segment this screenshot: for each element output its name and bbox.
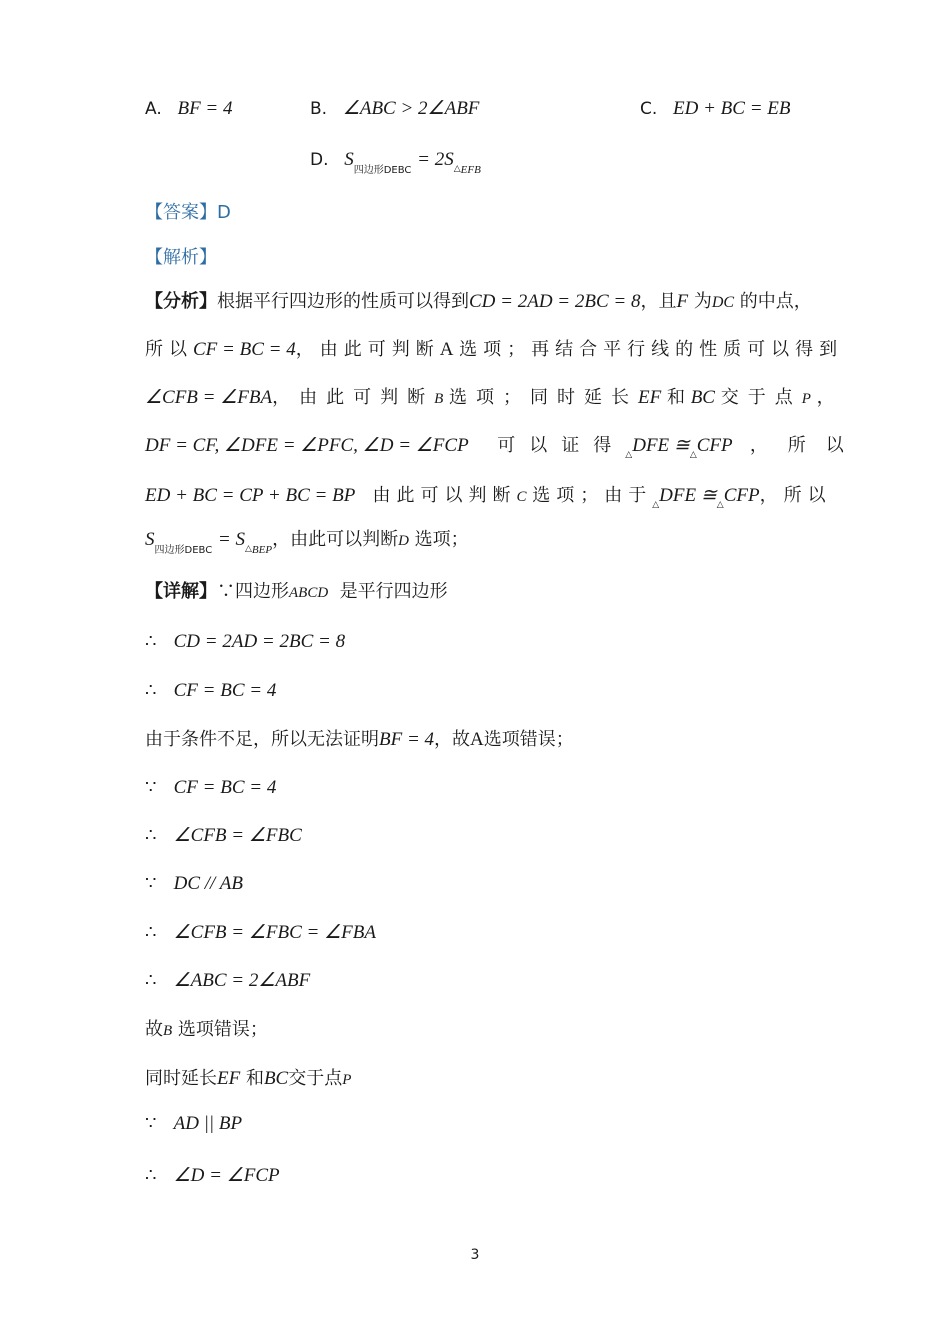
text: 选项错误； <box>177 1019 268 1040</box>
text: 选项；再结合平行线的性质可以得到 <box>459 339 844 360</box>
triangle: △ <box>716 500 724 510</box>
text: ，故 <box>434 729 471 750</box>
math: EF <box>638 387 662 408</box>
math: D <box>398 533 409 549</box>
text: 可以证得 <box>497 435 626 456</box>
symbol: ∴ <box>145 631 157 652</box>
fenxi-line-2 <box>145 338 843 362</box>
text: ∵四边形 <box>217 581 289 602</box>
math: F <box>676 291 689 312</box>
text: 的中点， <box>739 291 812 312</box>
math: S <box>145 529 155 550</box>
text: 和 <box>245 1068 264 1089</box>
symbol: ∵ <box>145 777 157 798</box>
option-b-label: B. <box>310 99 328 119</box>
text: 所以 <box>145 339 193 360</box>
text: 选项； <box>414 529 469 550</box>
math: CF = BC = 4 <box>193 339 296 360</box>
text: 选项错误； <box>483 729 574 750</box>
detail-b-line <box>145 1018 268 1043</box>
text: 选项；由于 <box>532 485 653 506</box>
math: P <box>801 391 811 407</box>
text: ，且 <box>640 291 677 312</box>
answer-line <box>145 201 231 225</box>
math: DC <box>711 294 735 311</box>
answer-value: D <box>217 202 231 223</box>
text: 选项；同时延长 <box>449 387 638 408</box>
math: EF <box>217 1068 241 1089</box>
math: DFE ≅ <box>659 485 717 506</box>
text: ，所以 <box>749 435 864 456</box>
text: 为 <box>693 291 712 312</box>
math: ABCD <box>289 585 329 601</box>
step-row <box>145 630 345 654</box>
math: BC <box>263 1068 289 1089</box>
step-row <box>145 1164 280 1188</box>
math: DFE ≅ <box>632 435 690 456</box>
step-row <box>145 969 310 993</box>
math: CD = 2AD = 2BC = 8 <box>469 291 641 312</box>
option-d-sub1: 四边形DEBC <box>353 165 412 176</box>
math: ∠CFB = ∠FBC = ∠FBA <box>173 922 376 943</box>
detail-line-1 <box>145 580 448 605</box>
text: ， <box>816 387 835 408</box>
detail-tag: 【详解】 <box>145 581 217 602</box>
math: AD || BP <box>173 1113 243 1134</box>
math: CFP <box>723 485 760 506</box>
option-d-sub2: EFB <box>460 164 481 176</box>
option-c-expr: ED + BC = EB <box>673 98 791 119</box>
detail-c-line <box>145 1067 351 1092</box>
math: ∠D = ∠FCP <box>173 1165 280 1186</box>
math: = S <box>217 529 245 550</box>
text: 故 <box>145 1019 163 1040</box>
option-c-label: C. <box>640 99 658 119</box>
symbol: ∴ <box>145 680 157 701</box>
subscript: BEP <box>251 544 273 556</box>
math: BC <box>690 387 715 408</box>
text: ，由此可以判断 <box>272 529 399 550</box>
triangle: △ <box>625 450 633 460</box>
math: DC // AB <box>173 873 243 894</box>
option-a-expr: BF = 4 <box>177 98 233 119</box>
symbol: ∵ <box>145 873 157 894</box>
step-row <box>145 872 243 896</box>
text: 是平行四边形 <box>339 581 448 602</box>
math: ∠ABC = 2∠ABF <box>173 970 311 991</box>
step-row <box>145 776 276 800</box>
text: 由于条件不足，所以无法证明 <box>145 729 379 750</box>
math: ∠CFB = ∠FBC <box>173 825 302 846</box>
step-row <box>145 1112 242 1136</box>
math: A <box>439 339 454 360</box>
answer-tag: 【答案】 <box>145 202 217 223</box>
fenxi-line-4 <box>145 434 864 461</box>
text: 同时延长 <box>145 1068 217 1089</box>
detail-a-line <box>145 728 574 752</box>
subscript: 四边形DEBC <box>154 545 213 556</box>
math: CFP <box>696 435 733 456</box>
text: ，由此可判断 <box>272 387 435 408</box>
math: B <box>163 1023 173 1039</box>
triangle: △ <box>652 500 660 510</box>
math: C <box>516 489 527 505</box>
option-a-label: A. <box>145 99 162 119</box>
math: P <box>342 1072 352 1088</box>
text: 根据平行四边形的性质可以得到 <box>217 291 469 312</box>
option-d <box>310 148 481 175</box>
option-d-tri: △ <box>453 164 461 174</box>
math: BF = 4 <box>379 729 435 750</box>
math: DF = CF, ∠DFE = ∠PFC, ∠D = ∠FCP <box>145 435 469 456</box>
math: CF = BC = 4 <box>173 680 277 701</box>
step-row <box>145 679 276 703</box>
analysis-tag: 【解析】 <box>145 247 217 268</box>
option-b-expr: ∠ABC > 2∠ABF <box>342 98 480 119</box>
triangle: △ <box>689 450 697 460</box>
triangle: △ <box>245 544 252 554</box>
step-row <box>145 921 376 945</box>
text: 和 <box>666 387 685 408</box>
symbol: ∴ <box>145 922 157 943</box>
option-d-label: D. <box>310 150 329 170</box>
symbol: ∴ <box>145 970 157 991</box>
text: 交于点 <box>288 1068 343 1089</box>
math: ED + BC = CP + BC = BP <box>145 485 356 506</box>
fenxi-line-1 <box>145 290 812 315</box>
option-d-eq: = 2S <box>417 149 454 170</box>
option-b <box>310 97 479 121</box>
symbol: ∵ <box>145 1113 157 1134</box>
page-number: 3 <box>470 1247 480 1263</box>
symbol: ∴ <box>145 825 157 846</box>
text: ，由此可判断 <box>295 339 440 360</box>
math: CD = 2AD = 2BC = 8 <box>173 631 346 652</box>
text: 由此可以判断 <box>372 485 517 506</box>
math: CF = BC = 4 <box>173 777 277 798</box>
fenxi-line-6 <box>145 528 469 555</box>
fenxi-line-5 <box>145 484 832 511</box>
option-d-s: S <box>344 149 354 170</box>
fenxi-line-3 <box>145 386 835 411</box>
option-c <box>640 97 790 121</box>
math: B <box>434 391 444 407</box>
math: ∠CFB = ∠FBA <box>145 387 273 408</box>
step-row <box>145 824 302 848</box>
fenxi-tag: 【分析】 <box>145 291 217 312</box>
text: ，所以 <box>759 485 832 506</box>
option-a <box>145 97 233 121</box>
text: 交于点 <box>720 387 802 408</box>
math: A <box>470 729 484 750</box>
symbol: ∴ <box>145 1165 157 1186</box>
